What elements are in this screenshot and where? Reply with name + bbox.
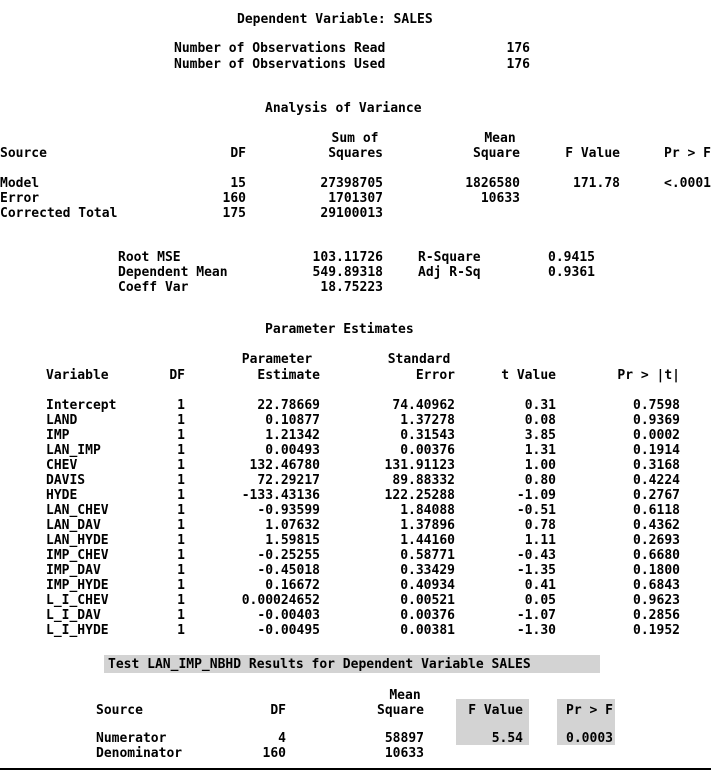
param-t-value: 0.31 <box>524 398 556 413</box>
param-p-value: 0.6118 <box>633 503 680 518</box>
param-t-value: -1.30 <box>516 623 556 638</box>
param-p-value: 0.4224 <box>633 473 680 488</box>
param-variable: Intercept <box>46 398 117 413</box>
param-p-value: 0.2767 <box>633 488 680 503</box>
param-std-error: 0.33429 <box>400 563 455 578</box>
anova-source: Model <box>0 176 40 191</box>
param-variable: L_I_HYDE <box>46 623 109 638</box>
param-df: 1 <box>177 608 185 623</box>
param-t-value: 1.11 <box>524 533 556 548</box>
fit-label-r-square: R-Square <box>418 250 481 265</box>
anova-header-ss-line2: Squares <box>328 146 383 161</box>
test-ms: 10633 <box>384 746 424 761</box>
test-df: 160 <box>262 746 286 761</box>
param-p-value: 0.1952 <box>633 623 680 638</box>
test-source: Denominator <box>96 746 183 761</box>
param-variable: LAN_IMP <box>46 443 101 458</box>
param-p-value: 0.7598 <box>633 398 680 413</box>
param-p-value: 0.6843 <box>633 578 680 593</box>
param-estimate: 0.16672 <box>265 578 320 593</box>
test-header-ms-line2: Square <box>377 703 424 718</box>
param-t-value: -1.35 <box>516 563 556 578</box>
param-t-value: 1.31 <box>524 443 556 458</box>
fit-label-dep-mean: Dependent Mean <box>118 265 228 280</box>
param-estimate: 0.00024652 <box>241 593 320 608</box>
test-header-ms-line1: Mean <box>389 688 421 703</box>
fit-value-adj-r-sq: 0.9361 <box>548 265 595 280</box>
param-p-value: 0.0002 <box>633 428 680 443</box>
param-t-value: -1.09 <box>516 488 556 503</box>
anova-header-source: Source <box>0 146 47 161</box>
param-t-value: -0.51 <box>516 503 556 518</box>
param-df: 1 <box>177 428 185 443</box>
param-p-value: 0.9369 <box>633 413 680 428</box>
anova-ms: 10633 <box>480 191 520 206</box>
param-variable: LAN_HYDE <box>46 533 109 548</box>
param-df: 1 <box>177 473 185 488</box>
param-estimate: -133.43136 <box>241 488 320 503</box>
anova-prf: <.0001 <box>664 176 711 191</box>
fit-value-dep-mean: 549.89318 <box>312 265 383 280</box>
test-header-fvalue: F Value <box>468 703 523 718</box>
param-variable: L_I_DAV <box>46 608 101 623</box>
anova-header-ms-line1: Mean <box>484 131 516 146</box>
param-df: 1 <box>177 458 185 473</box>
param-std-error: 0.31543 <box>400 428 455 443</box>
param-estimate: 1.21342 <box>265 428 320 443</box>
anova-header-df: DF <box>230 146 246 161</box>
param-std-error: 74.40962 <box>392 398 455 413</box>
anova-title: Analysis of Variance <box>265 101 422 116</box>
test-header-source: Source <box>96 703 143 718</box>
param-variable: HYDE <box>46 488 78 503</box>
fit-label-root-mse: Root MSE <box>118 250 181 265</box>
param-std-error: 1.44160 <box>400 533 455 548</box>
param-variable: IMP_CHEV <box>46 548 109 563</box>
param-p-value: 0.6680 <box>633 548 680 563</box>
param-df: 1 <box>177 503 185 518</box>
param-df: 1 <box>177 488 185 503</box>
dependent-variable-title: Dependent Variable: SALES <box>237 12 433 27</box>
obs-used-value: 176 <box>506 57 530 72</box>
param-header-tvalue: t Value <box>501 368 556 383</box>
anova-ms: 1826580 <box>465 176 520 191</box>
param-std-error: 1.84088 <box>400 503 455 518</box>
param-estimate: -0.00403 <box>257 608 320 623</box>
param-estimate: 132.46780 <box>249 458 320 473</box>
param-t-value: 0.41 <box>524 578 556 593</box>
param-variable: IMP_DAV <box>46 563 101 578</box>
param-header-est-line2: Estimate <box>257 368 320 383</box>
anova-ss: 1701307 <box>328 191 383 206</box>
param-t-value: -0.43 <box>516 548 556 563</box>
anova-source: Corrected Total <box>0 206 118 221</box>
param-std-error: 122.25288 <box>384 488 455 503</box>
param-df: 1 <box>177 413 185 428</box>
param-estimate: 1.07632 <box>265 518 320 533</box>
fit-label-adj-r-sq: Adj R-Sq <box>418 265 481 280</box>
param-estimate: 72.29217 <box>257 473 320 488</box>
param-header-df: DF <box>169 368 185 383</box>
anova-ss: 27398705 <box>320 176 383 191</box>
param-df: 1 <box>177 443 185 458</box>
param-estimate: 0.10877 <box>265 413 320 428</box>
param-header-variable: Variable <box>46 368 109 383</box>
param-std-error: 0.00521 <box>400 593 455 608</box>
param-std-error: 0.58771 <box>400 548 455 563</box>
param-title: Parameter Estimates <box>265 322 414 337</box>
param-t-value: 0.80 <box>524 473 556 488</box>
test-header-df: DF <box>270 703 286 718</box>
param-std-error: 0.40934 <box>400 578 455 593</box>
test-header-prf: Pr > F <box>566 703 613 718</box>
fit-label-coeff-var: Coeff Var <box>118 280 189 295</box>
param-p-value: 0.2856 <box>633 608 680 623</box>
param-df: 1 <box>177 623 185 638</box>
param-header-est-line1: Parameter <box>241 352 313 367</box>
param-estimate: 0.00493 <box>265 443 320 458</box>
anova-header-prf: Pr > F <box>664 146 711 161</box>
param-std-error: 1.37896 <box>400 518 455 533</box>
fit-value-coeff-var: 18.75223 <box>320 280 383 295</box>
param-std-error: 0.00381 <box>400 623 455 638</box>
param-estimate: -0.93599 <box>257 503 320 518</box>
test-ms: 58897 <box>384 731 424 746</box>
param-df: 1 <box>177 563 185 578</box>
param-variable: LAN_CHEV <box>46 503 109 518</box>
param-t-value: 3.85 <box>524 428 556 443</box>
fit-value-r-square: 0.9415 <box>548 250 595 265</box>
anova-header-ss-line1: Sum of <box>331 131 379 146</box>
param-variable: LAND <box>46 413 78 428</box>
param-header-se-line1: Standard <box>387 352 451 367</box>
param-p-value: 0.2693 <box>633 533 680 548</box>
param-df: 1 <box>177 548 185 563</box>
obs-read-label: Number of Observations Read <box>174 41 386 56</box>
param-std-error: 0.00376 <box>400 608 455 623</box>
bottom-rule <box>0 768 711 770</box>
param-estimate: 22.78669 <box>257 398 320 413</box>
param-estimate: -0.25255 <box>257 548 320 563</box>
test-prf: 0.0003 <box>566 731 613 746</box>
param-std-error: 89.88332 <box>392 473 455 488</box>
test-title: Test LAN_IMP_NBHD Results for Dependent Variable SALES <box>108 657 531 672</box>
param-std-error: 0.00376 <box>400 443 455 458</box>
param-estimate: 1.59815 <box>265 533 320 548</box>
param-variable: LAN_DAV <box>46 518 101 533</box>
param-t-value: -1.07 <box>516 608 556 623</box>
test-fvalue: 5.54 <box>491 731 523 746</box>
param-df: 1 <box>177 593 185 608</box>
anova-header-fvalue: F Value <box>565 146 620 161</box>
anova-fvalue: 171.78 <box>573 176 620 191</box>
param-t-value: 0.78 <box>524 518 556 533</box>
anova-df: 175 <box>222 206 246 221</box>
param-p-value: 0.3168 <box>633 458 680 473</box>
anova-header-ms-line2: Square <box>473 146 520 161</box>
anova-source: Error <box>0 191 40 206</box>
param-t-value: 0.08 <box>524 413 556 428</box>
param-estimate: -0.00495 <box>257 623 320 638</box>
param-std-error: 1.37278 <box>400 413 455 428</box>
obs-used-label: Number of Observations Used <box>174 57 386 72</box>
param-df: 1 <box>177 533 185 548</box>
param-p-value: 0.1800 <box>633 563 680 578</box>
test-source: Numerator <box>96 731 167 746</box>
param-p-value: 0.1914 <box>633 443 680 458</box>
param-variable: L_I_CHEV <box>46 593 109 608</box>
param-p-value: 0.4362 <box>633 518 680 533</box>
anova-df: 15 <box>230 176 246 191</box>
param-df: 1 <box>177 518 185 533</box>
param-header-se-line2: Error <box>415 368 455 383</box>
param-t-value: 1.00 <box>524 458 556 473</box>
anova-df: 160 <box>222 191 246 206</box>
obs-read-value: 176 <box>506 41 530 56</box>
param-std-error: 131.91123 <box>384 458 455 473</box>
anova-ss: 29100013 <box>320 206 383 221</box>
param-header-prt: Pr > |t| <box>617 368 680 383</box>
param-variable: DAVIS <box>46 473 86 488</box>
param-estimate: -0.45018 <box>257 563 320 578</box>
param-variable: IMP_HYDE <box>46 578 109 593</box>
param-t-value: 0.05 <box>524 593 556 608</box>
fit-value-root-mse: 103.11726 <box>312 250 383 265</box>
param-df: 1 <box>177 398 185 413</box>
param-df: 1 <box>177 578 185 593</box>
test-df: 4 <box>278 731 286 746</box>
param-variable: CHEV <box>46 458 78 473</box>
param-p-value: 0.9623 <box>633 593 680 608</box>
param-variable: IMP <box>46 428 70 443</box>
